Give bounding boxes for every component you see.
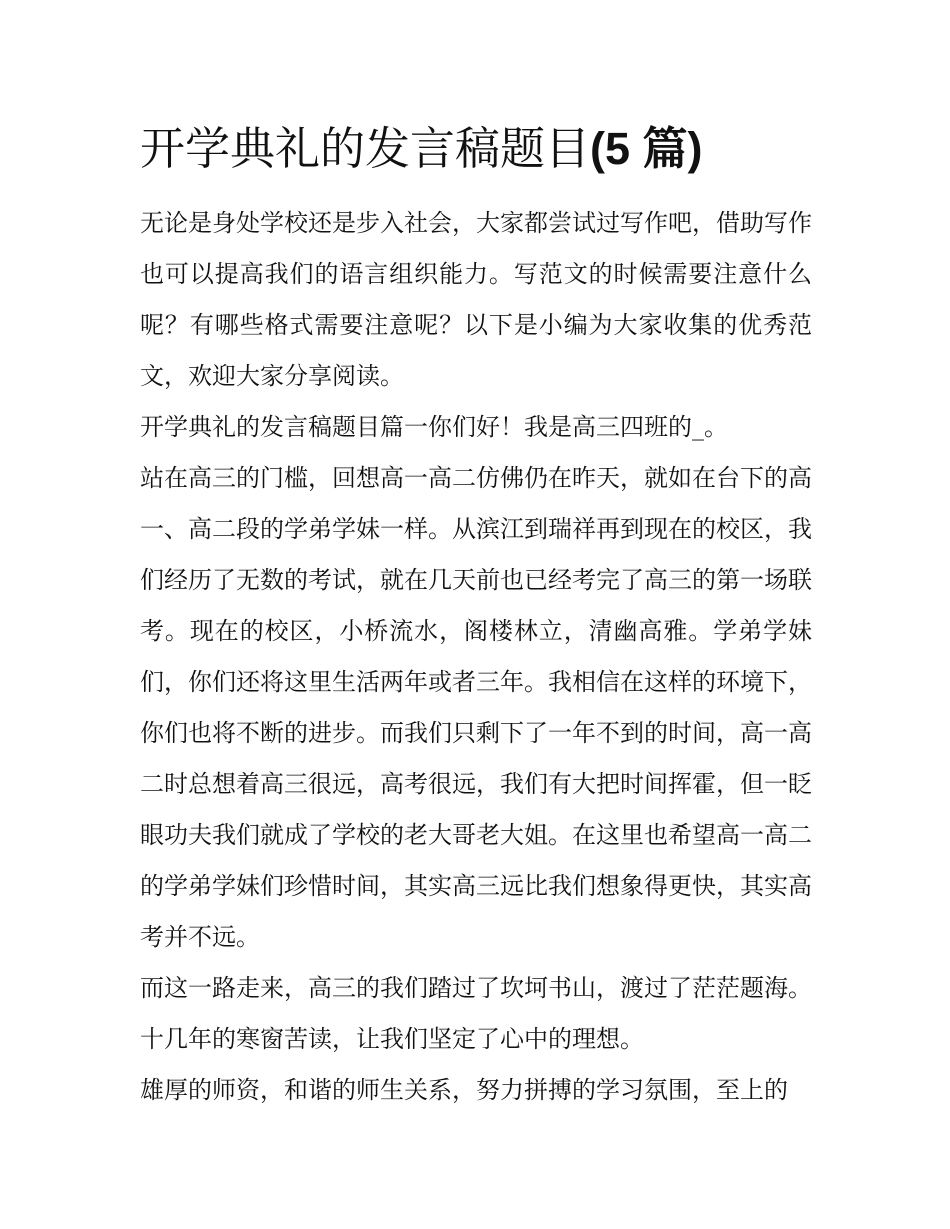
body-paragraph: 站在高三的门槛，回想高一高二仿佛仍在昨天，就如在台下的高一、高二段的学弟学妹一样。从滨江到瑞祥再到现在的校区，我们经历了无数的考试，就在几天前也已经考完了高三的第一场联考。现在的校区，小桥流水，阁楼林立，清幽高雅。学弟学妹们，你们还将这里生活两年或者三年。我相信在这样的环境下，你们也将不断的进步。而我们只剩下了一年不到的时间，高一高二时总想着高三很远，高考很远，我们有大把时间挥霍，但一眨眼功夫我们就成了学校的老大哥老大姐。在这里也希望高一高二的学弟学妹们珍惜时间，其实高三远比我们想象得更快，其实高考并不远。: [140, 464, 812, 951]
intro-paragraph: 无论是身处学校还是步入社会，大家都尝试过写作吧，借助写作也可以提高我们的语言组织能力。写范文的时候需要注意什么呢？有哪些格式需要注意呢？以下是小编为大家收集的优秀范文，欢迎大家分享阅读。: [140, 209, 812, 390]
document-title: [140, 118, 812, 180]
body-paragraph: 雄厚的师资，和谐的师生关系，努力拼搏的学习氛围，至上的: [140, 1076, 788, 1104]
body-paragraph: 而这一路走来，高三的我们踏过了坎坷书山，渡过了茫茫题海。十几年的寒窗苦读，让我们坚定了心中的理想。: [140, 974, 812, 1053]
title-text: 开学典礼的发言稿题目: [140, 122, 591, 175]
speech-heading-paragraph: 开学典礼的发言稿题目篇一你们好！我是高三四班的_。: [140, 413, 728, 441]
title-count: (5 篇): [590, 123, 703, 174]
document-page: [140, 118, 812, 1116]
